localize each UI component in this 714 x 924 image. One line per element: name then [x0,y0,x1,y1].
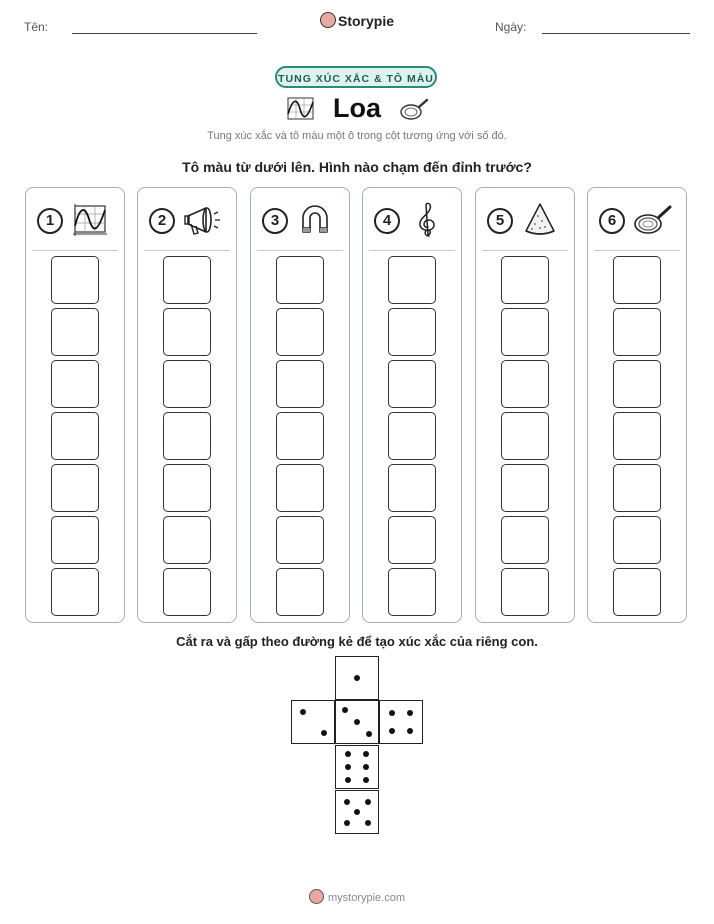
brand-name: Storypie [337,13,394,29]
treble-clef-icon [407,202,447,238]
color-cell[interactable] [163,360,211,408]
color-cell[interactable] [613,464,661,512]
column-divider [257,250,343,251]
column-number: 4 [374,208,400,234]
color-cell[interactable] [51,308,99,356]
footer-url: mystorypie.com [327,892,406,904]
color-cell[interactable] [51,516,99,564]
dice-face-6 [335,745,379,789]
column-4 [362,187,462,623]
pip [389,710,395,716]
column-divider [32,250,118,251]
color-cell[interactable] [51,256,99,304]
pip [366,731,372,737]
column-6 [587,187,687,623]
bear-logo-icon [309,889,324,904]
color-cell[interactable] [501,568,549,616]
pip [345,764,351,770]
color-cell[interactable] [276,412,324,460]
page-title: Loa [332,93,381,123]
pip [365,799,371,805]
color-cell[interactable] [163,464,211,512]
color-cell[interactable] [51,360,99,408]
color-cell[interactable] [613,568,661,616]
question-text: Tô màu từ dưới lên. Hình nào chạm đến đỉnh trước? [182,159,532,175]
pip [354,675,360,681]
column-5 [475,187,575,623]
magnet-icon [295,202,335,238]
color-cell[interactable] [163,308,211,356]
color-cell[interactable] [276,360,324,408]
column-number: 6 [599,208,625,234]
pip [345,751,351,757]
color-cell[interactable] [51,412,99,460]
footer [0,889,714,904]
color-cell[interactable] [276,464,324,512]
color-cell[interactable] [613,412,661,460]
color-cell[interactable] [388,360,436,408]
dice-face-5 [335,790,379,834]
color-cell[interactable] [163,516,211,564]
pip [344,799,350,805]
title-row [0,93,714,124]
pip [363,777,369,783]
color-cell[interactable] [501,256,549,304]
color-cell[interactable] [276,516,324,564]
column-number: 2 [149,208,175,234]
pip [345,777,351,783]
pip [389,728,395,734]
color-cell[interactable] [501,412,549,460]
color-cell[interactable] [51,568,99,616]
color-cell[interactable] [276,308,324,356]
color-cell[interactable] [388,412,436,460]
bear-logo-icon [320,12,336,28]
color-cell[interactable] [163,412,211,460]
color-cell[interactable] [163,568,211,616]
color-cell[interactable] [613,516,661,564]
color-cell[interactable] [388,308,436,356]
pip [354,809,360,815]
pip [300,709,306,715]
pip [363,764,369,770]
dice-face-2 [291,700,335,744]
activity-badge: TUNG XÚC XẮC & TÔ MÀU [275,66,437,88]
color-cell[interactable] [276,256,324,304]
color-cell[interactable] [613,256,661,304]
name-label: Tên: [24,20,49,34]
dice-face-1 [335,656,379,700]
column-3 [250,187,350,623]
column-divider [144,250,230,251]
pip [354,719,360,725]
column-divider [594,250,680,251]
color-cell[interactable] [501,464,549,512]
brand-logo [0,12,714,29]
column-number: 5 [487,208,513,234]
color-cell[interactable] [51,464,99,512]
color-cell[interactable] [613,308,661,356]
name-line [72,33,257,34]
graph-icon [70,202,110,238]
color-cell[interactable] [388,464,436,512]
pip [344,820,350,826]
pip [321,730,327,736]
dice-face-3 [335,700,379,744]
column-divider [482,250,568,251]
pip [363,751,369,757]
pip [365,820,371,826]
pip [407,710,413,716]
column-divider [369,250,455,251]
column-number: 1 [37,208,63,234]
frying-pan-icon [399,96,429,122]
pip [342,707,348,713]
date-label: Ngày: [495,20,527,34]
column-2 [137,187,237,623]
graph-icon [285,96,315,122]
instruction-text: Tung xúc xắc và tô màu một ô trong cột tương ứng với số đó. [207,130,507,142]
color-cell[interactable] [501,516,549,564]
cut-instruction: Cắt ra và gấp theo đường kẻ để tạo xúc xắc của riêng con. [176,634,538,649]
column-number: 3 [262,208,288,234]
color-cell[interactable] [501,308,549,356]
color-cell[interactable] [276,568,324,616]
color-cell[interactable] [388,256,436,304]
color-cell[interactable] [388,516,436,564]
date-line [542,33,690,34]
column-1 [25,187,125,623]
color-cell[interactable] [613,360,661,408]
color-cell[interactable] [163,256,211,304]
frying-pan-icon [632,202,672,238]
pip [407,728,413,734]
cone-icon [520,202,560,238]
color-cell[interactable] [388,568,436,616]
megaphone-icon [182,202,222,238]
dice-face-4 [379,700,423,744]
color-cell[interactable] [501,360,549,408]
